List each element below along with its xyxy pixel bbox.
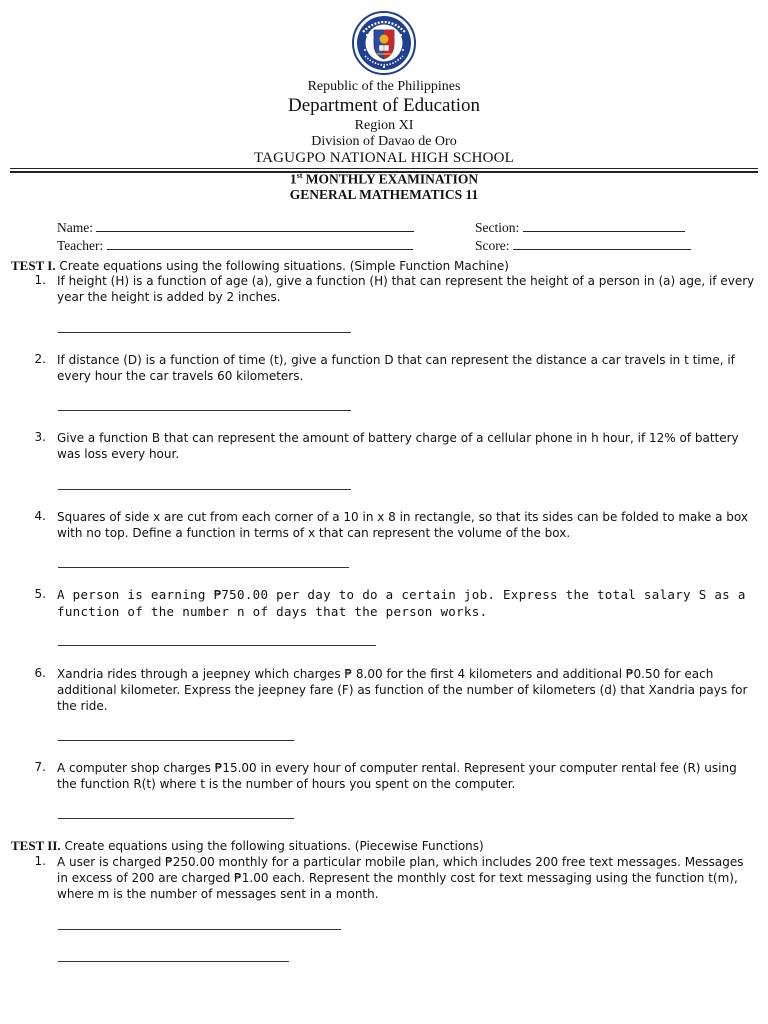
t1-q5-answer-line[interactable] [58, 645, 376, 646]
header-region: Region XI [354, 118, 414, 133]
name-blank[interactable] [96, 220, 414, 232]
test2-instructions: Create equations using the following situations. (Piecewise Functions) [64, 839, 484, 853]
name-field[interactable] [57, 220, 414, 236]
exam-subject: GENERAL MATHEMATICS 11 [289, 187, 479, 202]
header-divider-thin [10, 168, 758, 169]
t1-q7-number: 7. [34, 760, 46, 774]
t1-q4-text: Squares of side x are cut from each corner of a 10 in x 8 in rectangle, so that its sides can be folded to make a box with no top. Define a function in terms of x that can represent the volume of the box. [57, 510, 748, 540]
header-republic: Republic of the Philippines [307, 79, 461, 94]
section-blank[interactable] [523, 220, 685, 232]
t1-q5-number: 5. [34, 587, 46, 601]
exam-ordinal-suffix: st [296, 171, 303, 180]
t1-q1-number: 1. [34, 273, 46, 287]
exam-title-rest: MONTHLY EXAMINATION [302, 171, 479, 187]
t2-q1-text: A user is charged ₱250.00 monthly for a particular mobile plan, which includes 200 free text messages. Messages in excess of 200 are charged ₱1.00 each. Represent the monthly cost for text messaging using the function t(m), where m is the number of messages sent in a month. [57, 855, 744, 901]
t1-q6-answer-line[interactable] [58, 740, 294, 741]
t1-q2-text: If distance (D) is a function of time (t), give a function D that can represent the distance a car travels in t time, if every hour the car travels 60 kilometers. [57, 353, 735, 383]
t1-q3-text: Give a function B that can represent the amount of battery charge of a cellular phone in h hour, if 12% of battery was loss every hour. [57, 431, 739, 461]
teacher-field[interactable] [57, 238, 413, 254]
score-field[interactable] [475, 238, 691, 254]
t2-q1-answer-line-2[interactable] [58, 961, 289, 962]
score-label: Score: [475, 238, 510, 253]
deped-seal-logo [343, 10, 425, 76]
test2-label: TEST II. [11, 838, 61, 853]
teacher-blank[interactable] [107, 238, 413, 250]
t1-q6-text: Xandria rides through a jeepney which charges ₱ 8.00 for the first 4 kilometers and additional ₱0.50 for each additional kilometer. Express the jeepney fare (F) as function of the number of kilometers (d) that Xandria pays for the ride. [57, 667, 748, 713]
t1-q4-number: 4. [34, 509, 46, 523]
t1-q3-number: 3. [34, 430, 46, 444]
t1-q1-text: If height (H) is a function of age (a), give a function (H) that can represent the height of a person in (a) age, if every year the height is added by 2 inches. [57, 274, 755, 304]
teacher-label: Teacher: [57, 238, 104, 253]
exam-title [0, 171, 768, 188]
t1-q7-text: A computer shop charges ₱15.00 in every hour of computer rental. Represent your computer rental fee (R) using the function R(t) where t is the number of hours you spent on the computer. [57, 761, 737, 791]
test1-instructions: Create equations using the following situations. (Simple Function Machine) [59, 259, 509, 273]
header-department: Department of Education [287, 95, 481, 116]
t1-q7-answer-line[interactable] [58, 818, 294, 819]
section-label: Section: [475, 220, 520, 235]
section-field[interactable] [475, 220, 685, 236]
test1-heading [11, 258, 509, 274]
t1-q4-answer-line[interactable] [58, 567, 349, 568]
t1-q2-number: 2. [34, 352, 46, 366]
header-division: Division of Davao de Oro [311, 134, 457, 149]
test2-heading [11, 838, 484, 854]
t1-q2-answer-line[interactable] [58, 410, 351, 411]
header-school: TAGUGPO NATIONAL HIGH SCHOOL [253, 150, 515, 166]
t2-q1-answer-line-1[interactable] [58, 929, 341, 930]
t1-q5-text: A person is earning ₱750.00 per day to do a certain job. Express the total salary S as a function of the number n of days that the person works. [57, 587, 746, 619]
score-blank[interactable] [513, 238, 691, 250]
name-label: Name: [57, 220, 93, 235]
t1-q1-answer-line[interactable] [58, 332, 351, 333]
t2-q1-number: 1. [34, 854, 46, 868]
test1-label: TEST I. [11, 258, 56, 273]
t1-q3-answer-line[interactable] [58, 489, 351, 490]
exam-ordinal: 1 [289, 171, 297, 187]
t1-q6-number: 6. [34, 666, 46, 680]
